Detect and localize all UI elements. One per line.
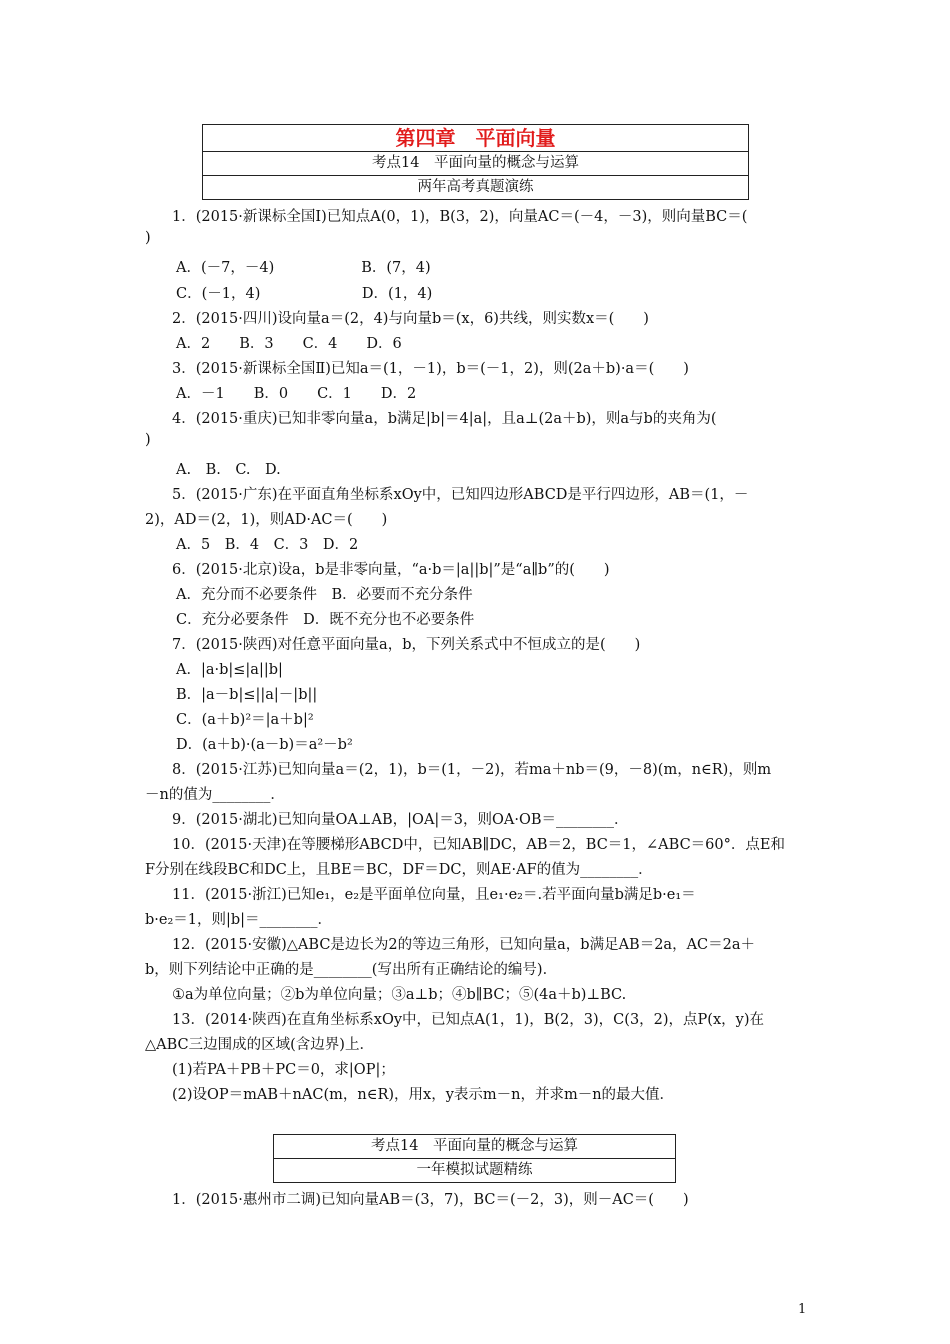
question-line-q1b: ) <box>145 230 151 246</box>
question-line-q13b: △ABC三边围成的区域(含边界)上． <box>145 1037 374 1053</box>
question-line-q2: 2．(2015·四川)设向量a＝(2，4)与向量b＝(x，6)共线，则实数x＝( ) <box>172 311 649 327</box>
question-line-q5: 5．(2015·广东)在平面直角坐标系xOy中，已知四边形ABCD是平行四边形，AB＝(1，－ <box>172 487 749 503</box>
question-line-q7d: D．(a＋b)·(a－b)＝a²－b² <box>176 737 353 753</box>
chapter-header-box <box>202 124 749 200</box>
mock-header-box <box>273 1134 676 1183</box>
question-line-q1ab: A．(－7，－4) B．(7，4) <box>176 260 431 276</box>
question-line-q13c: (1)若PA＋PB＋PC＝0，求|OP|； <box>172 1062 395 1078</box>
question-line-q3: 3．(2015·新课标全国Ⅱ)已知a＝(1，－1)，b＝(－1，2)，则(2a＋b)·a＝( ) <box>172 361 689 377</box>
question-line-q6cd: C．充分必要条件 D．既不充分也不必要条件 <box>176 612 475 628</box>
topic-title: 考点14 平面向量的概念与运算 <box>203 152 748 176</box>
question-line-q9: 9．(2015·湖北)已知向量OA⊥AB，|OA|＝3，则OA·OB＝________． <box>172 812 629 828</box>
question-line-q3o: A．－1 B．0 C．1 D．2 <box>176 386 417 402</box>
question-line-q5b: 2)，AD＝(2，1)，则AD·AC＝( ) <box>145 512 388 528</box>
question-line-p1: 1．(2015·惠州市二调)已知向量AB＝(3，7)，BC＝(－2，3)，则－AC＝( ) <box>172 1192 689 1208</box>
question-line-q1: 1．(2015·新课标全国Ⅰ)已知点A(0，1)，B(3，2)，向量AC＝(－4，－3)，则向量BC＝( <box>172 209 748 225</box>
question-line-q1cd: C．(－1，4) D．(1，4) <box>176 286 433 302</box>
mock-topic-title: 考点14 平面向量的概念与运算 <box>274 1135 675 1159</box>
question-line-q6: 6．(2015·北京)设a，b是非零向量，“a·b＝|a||b|”是“a∥b”的( ) <box>172 562 610 578</box>
question-line-q11: 11．(2015·浙江)已知e₁，e₂是平面单位向量，且e₁·e₂＝.若平面向量b满足b·e₁＝ <box>172 887 696 903</box>
question-line-q4: 4．(2015·重庆)已知非零向量a，b满足|b|＝4|a|，且a⊥(2a＋b)，则a与b的夹角为( <box>172 411 717 427</box>
question-line-q12c: ①a为单位向量；②b为单位向量；③a⊥b；④b∥BC；⑤(4a＋b)⊥BC. <box>172 987 627 1003</box>
question-line-q12: 12．(2015·安徽)△ABC是边长为2的等边三角形，已知向量a，b满足AB＝2a，AC＝2a＋ <box>172 937 755 953</box>
section-title: 两年高考真题演练 <box>417 179 534 195</box>
question-line-q5o: A．5 B．4 C．3 D．2 <box>176 537 359 553</box>
mock-section-title: 一年模拟试题精练 <box>416 1162 533 1178</box>
question-line-q2o: A．2 B．3 C．4 D．6 <box>176 336 402 352</box>
question-line-q11b: b·e₂＝1，则|b|＝________． <box>145 912 333 928</box>
question-line-q4o: A. B. C. D. <box>176 462 281 478</box>
question-line-q10b: F分别在线段BC和DC上，且BE＝BC，DF＝DC，则AE·AF的值为________． <box>145 862 653 878</box>
page-number: 1 <box>798 1302 807 1317</box>
question-line-q7c: C．(a＋b)²＝|a＋b|² <box>176 712 314 728</box>
chapter-title: 第四章 平面向量 <box>203 125 748 152</box>
question-line-q6ab: A．充分而不必要条件 B．必要而不充分条件 <box>176 587 473 603</box>
question-line-q7: 7．(2015·陕西)对任意平面向量a，b，下列关系式中不恒成立的是( ) <box>172 637 641 653</box>
question-line-q7a: A．|a·b|≤|a||b| <box>176 662 283 678</box>
question-line-q8b: －n的值为________． <box>145 787 285 803</box>
question-line-q7b: B．|a－b|≤||a|－|b|| <box>176 687 318 703</box>
question-line-q10: 10．(2015·天津)在等腰梯形ABCD中，已知AB∥DC，AB＝2，BC＝1，∠ABC＝60°．点E和 <box>172 837 785 853</box>
question-line-q12b: b，则下列结论中正确的是________(写出所有正确结论的编号)． <box>145 962 558 978</box>
question-line-q8: 8．(2015·江苏)已知向量a＝(2，1)，b＝(1，－2)，若ma＋nb＝(9，－8)(m，n∈R)，则m <box>172 762 772 778</box>
question-line-q4b: ) <box>145 432 151 448</box>
question-line-q13d: (2)设OP＝mAB＋nAC(m，n∈R)，用x，y表示m－n，并求m－n的最大值． <box>172 1087 675 1103</box>
question-line-q13: 13．(2014·陕西)在直角坐标系xOy中，已知点A(1，1)，B(2，3)，C(3，2)，点P(x，y)在 <box>172 1012 764 1028</box>
